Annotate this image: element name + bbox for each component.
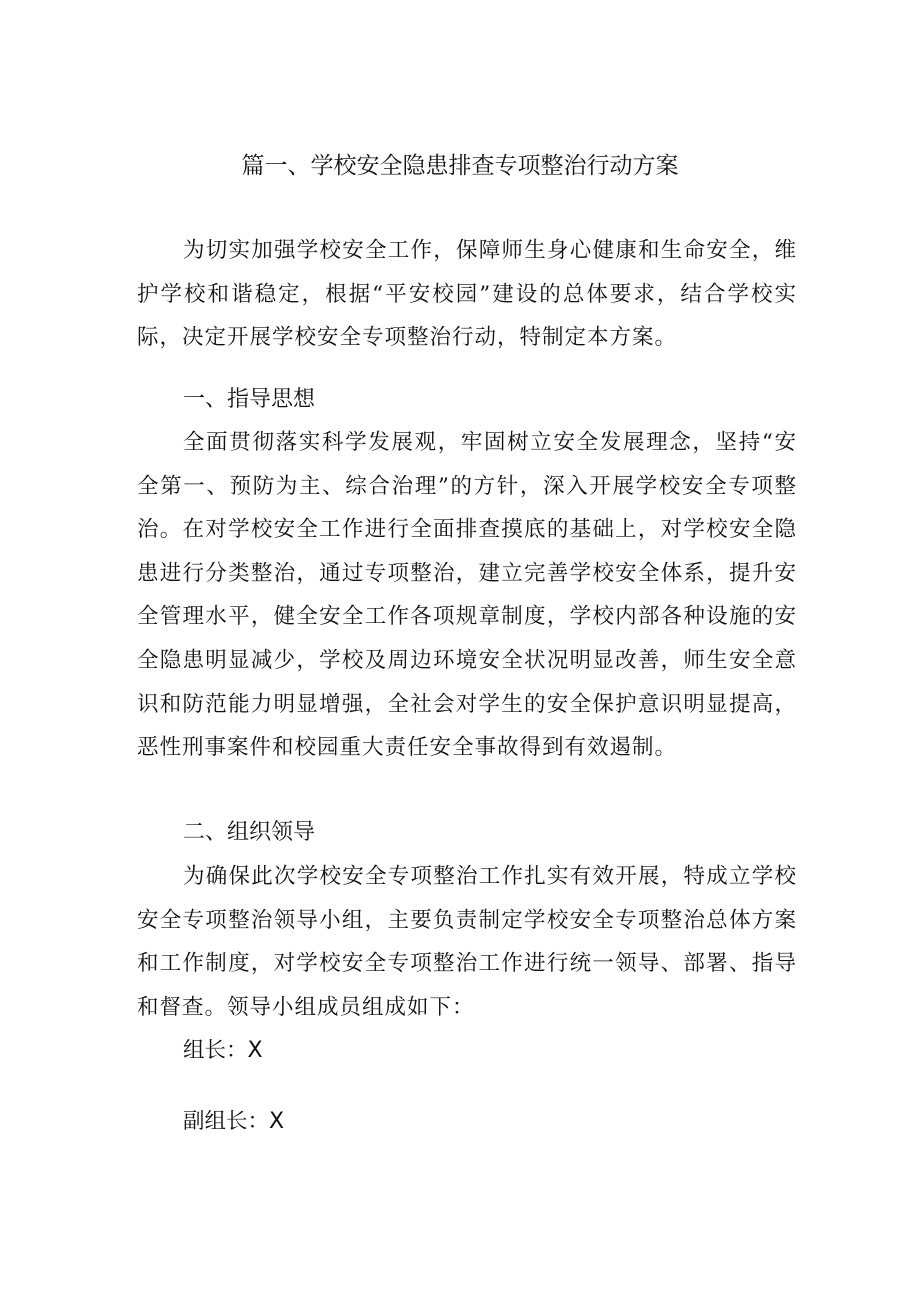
member-value: X xyxy=(247,1038,263,1063)
member-line-deputy-leader xyxy=(183,1102,284,1142)
member-label: 组长： xyxy=(183,1038,248,1063)
section-paragraph-organization-leadership: 为确保此次学校安全专项整治工作扎实有效开展，特成立学校安全专项整治领导小组，主要负责制定学校安全专项整治总体方案和工作制度，对学校安全专项整治工作进行统一领导、部署、指导和督查。领导小组成员组成如下： xyxy=(137,864,797,1020)
member-line-leader xyxy=(183,1031,263,1071)
section-heading-organization-leadership: 二、组织领导 xyxy=(183,820,316,845)
document-title: 篇一、学校安全隐患排查专项整治行动方案 xyxy=(241,153,679,179)
member-value: X xyxy=(269,1109,285,1134)
member-label: 副组长： xyxy=(183,1109,270,1134)
section-paragraph-guiding-ideology: 全面贯彻落实科学发展观，牢固树立安全发展理念，坚持“安全第一、预防为主、综合治理”的方针，深入开展学校安全专项整治。在对学校安全工作进行全面排查摸底的基础上，对学校安全隐患进行分类整治，通过专项整治，建立完善学校安全体系，提升安全管理水平，健全安全工作各项规章制度，学校内部各种设施的安全隐患明显减少，学校及周边环境安全状况明显改善，师生安全意识和防范能力明显增强，全社会对学生的安全保护意识明显提高，恶性刑事案件和校园重大责任安全事故得到有效遏制。 xyxy=(137,430,797,761)
intro-paragraph: 为切实加强学校安全工作，保障师生身心健康和生命安全，维护学校和谐稳定，根据“平安校园”建设的总体要求，结合学校实际，决定开展学校安全专项整治行动，特制定本方案。 xyxy=(137,238,797,351)
section-heading-guiding-ideology: 一、指导思想 xyxy=(183,387,316,412)
